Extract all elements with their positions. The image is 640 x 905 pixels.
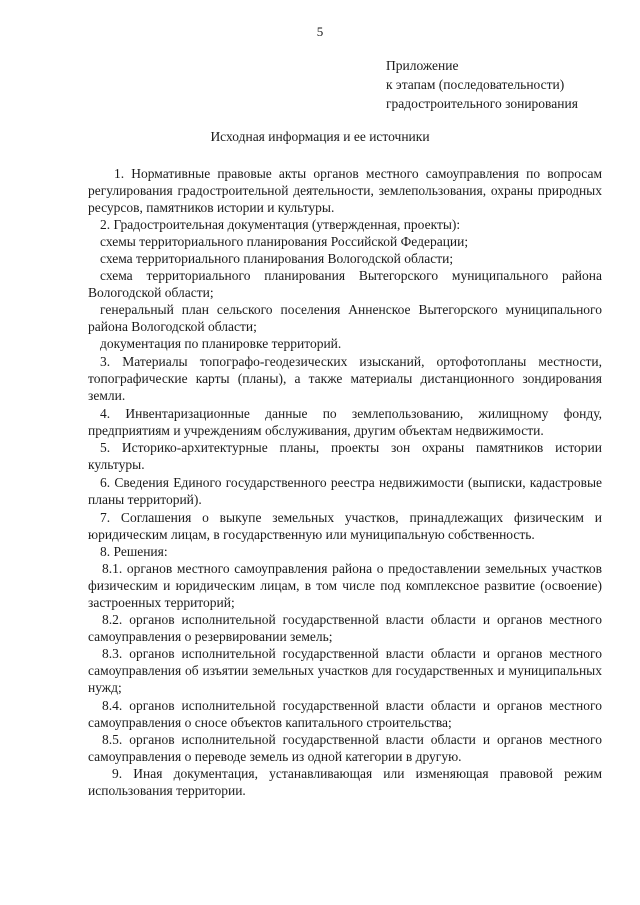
paragraph-item-5: 5. Историко-архитектурные планы, проекты зон охраны памятников истории культуры. <box>88 440 602 472</box>
paragraph-item-3: 3. Материалы топографо-геодезических изысканий, ортофотопланы местности, топографические карты (планы), а также материалы дистанционного зондирования земли. <box>88 354 602 403</box>
document-body <box>88 165 602 799</box>
paragraph-item-6: 6. Сведения Единого государственного реестра недвижимости (выписки, кадастровые планы территорий). <box>88 475 602 507</box>
paragraph-item-8: 8. Решения: <box>100 544 168 559</box>
paragraph-item-8-2: 8.2. органов исполнительной государственной власти области и органов местного самоуправления о резервировании земель; <box>88 612 602 644</box>
paragraph-subitem: схемы территориального планирования Российской Федерации; <box>100 234 469 249</box>
paragraph-item-9: 9. Иная документация, устанавливающая или изменяющая правовой режим использования территории. <box>88 766 602 798</box>
paragraph-item-7: 7. Соглашения о выкупе земельных участков, принадлежащих физическим и юридическим лицам, в государственную или муниципальную собственность. <box>88 510 602 542</box>
paragraph-item-2: 2. Градостроительная документация (утвержденная, проекты): <box>100 217 461 232</box>
page-number: 5 <box>316 24 324 39</box>
paragraph-item-8-1: 8.1. органов местного самоуправления района о предоставлении земельных участков физическим и юридическим лицам, в том числе под комплексное развитие (освоение) застроенных территорий; <box>88 561 602 610</box>
paragraph-item-8-3: 8.3. органов исполнительной государственной власти области и органов местного самоуправления об изъятии земельных участков для государственных и муниципальных нужд; <box>88 646 602 695</box>
appendix-line-3: градостроительного зонирования <box>386 96 578 111</box>
paragraph-subitem: схема территориального планирования Вологодской области; <box>100 251 454 266</box>
appendix-line-2: к этапам (последовательности) <box>386 77 565 92</box>
paragraph-subitem: схема территориального планирования Вытегорского муниципального района Вологодской области; <box>88 268 602 300</box>
appendix-header <box>386 56 626 113</box>
paragraph-subitem: генеральный план сельского поселения Анненское Вытегорского муниципального района Вологодской области; <box>88 302 602 334</box>
document-title: Исходная информация и ее источники <box>210 129 430 144</box>
paragraph-item-8-5: 8.5. органов исполнительной государственной власти области и органов местного самоуправления о переводе земель из одной категории в другую. <box>88 732 602 764</box>
appendix-line-1: Приложение <box>386 58 459 73</box>
paragraph-item-1: 1. Нормативные правовые акты органов местного самоуправления по вопросам регулирования градостроительной деятельности, землепользования, охраны природных ресурсов, памятников истории и культуры. <box>88 166 602 215</box>
paragraph-item-4: 4. Инвентаризационные данные по землепользованию, жилищному фонду, предприятиям и учреждениям обслуживания, другим объектам недвижимости. <box>88 406 602 438</box>
paragraph-subitem: документация по планировке территорий. <box>100 336 342 351</box>
paragraph-item-8-4: 8.4. органов исполнительной государственной власти области и органов местного самоуправления о сносе объектов капитального строительства; <box>88 698 602 730</box>
